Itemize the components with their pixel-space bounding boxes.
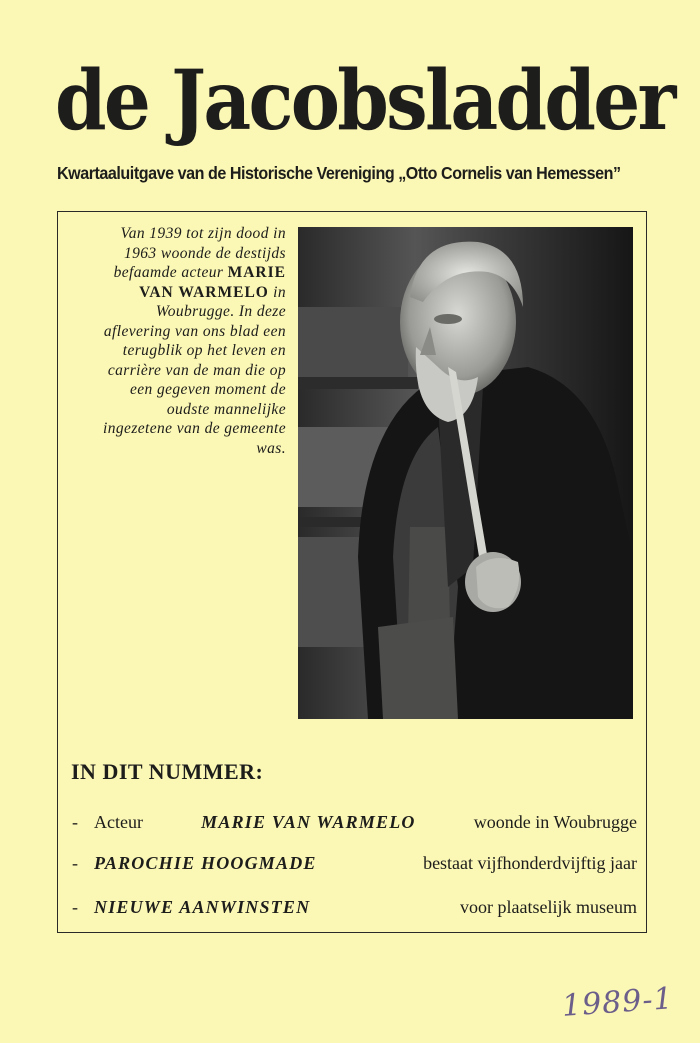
intro-part1: Van 1939 tot zijn dood in 1963 woonde de destijds befaamde acteur xyxy=(113,225,286,281)
contents-bullet: - xyxy=(72,853,78,873)
contents-post: bestaat vijfhonderdvijftig jaar xyxy=(423,853,637,873)
contents-item xyxy=(72,812,637,833)
masthead-title: de Jacobsladder xyxy=(55,53,674,149)
intro-text xyxy=(100,224,286,458)
contents-pre: Acteur xyxy=(94,812,143,832)
handwritten-issue-number: 1989-1 xyxy=(560,981,675,1024)
contents-highlight: MARIE VAN WARMELO xyxy=(201,812,416,832)
contents-bullet: - xyxy=(72,897,78,917)
contents-item xyxy=(72,897,637,918)
intro-name: MARIE VAN WARMELO xyxy=(139,264,286,301)
portrait-photo xyxy=(298,227,633,719)
contents-post: voor plaatselijk museum xyxy=(460,897,637,917)
portrait-photo-drawing xyxy=(298,227,633,719)
masthead-subtitle: Kwartaaluitgave van de Historische Vereniging „Otto Cornelis van Hemessen” xyxy=(57,163,621,183)
contents-post: woonde in Woubrugge xyxy=(473,812,637,832)
contents-highlight: PAROCHIE HOOGMADE xyxy=(94,853,317,873)
contents-highlight: NIEUWE AANWINSTEN xyxy=(94,897,311,917)
contents-bullet: - xyxy=(72,812,78,832)
contents-heading: IN DIT NUMMER: xyxy=(71,759,264,784)
intro-part2: in Woubrugge. In deze aflevering van ons blad een terugblik op het leven en carrière van de man die op een gegeven moment de oudste mannelijke ingezetene van de gemeente was. xyxy=(103,283,286,457)
contents-item xyxy=(72,853,637,874)
